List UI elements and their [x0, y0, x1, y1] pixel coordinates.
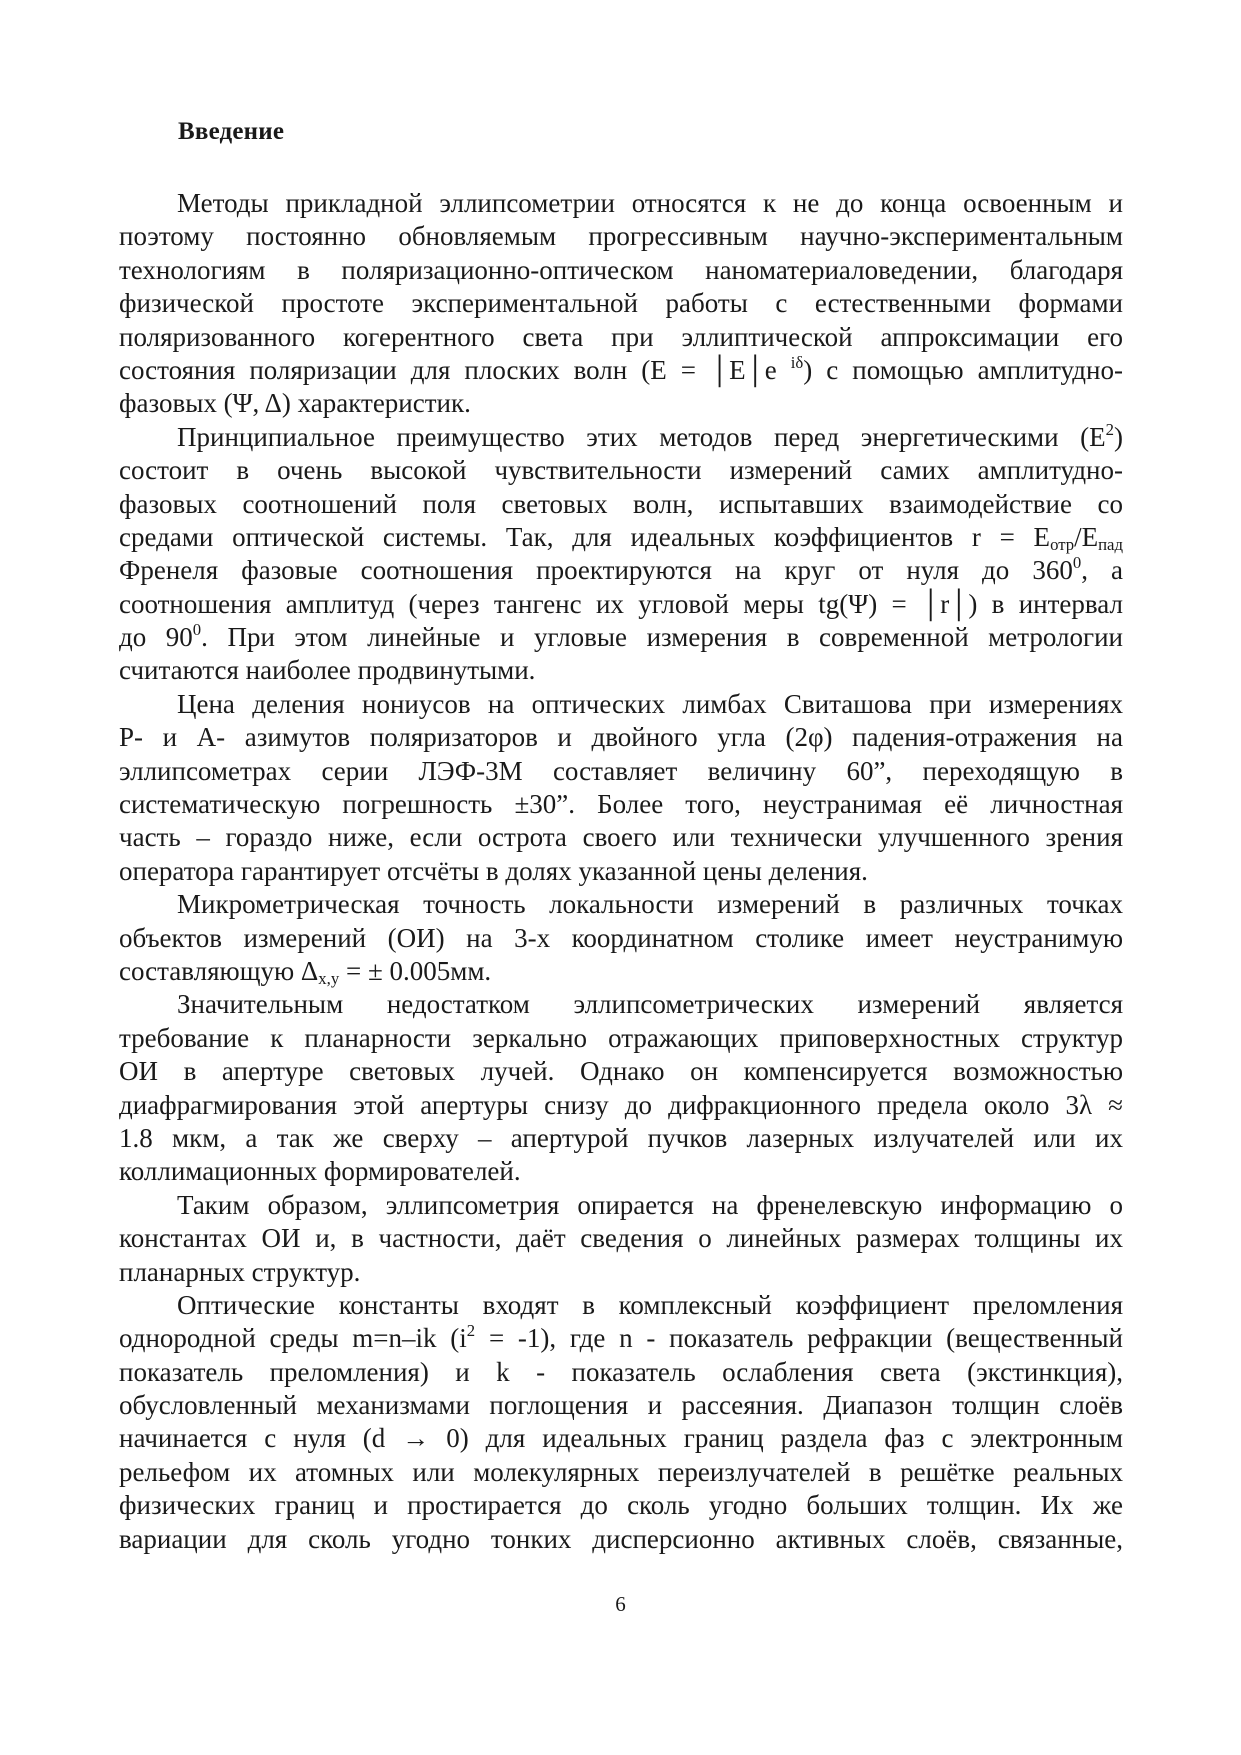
body-text — [119, 187, 1123, 1556]
text-line: физической простоте экспериментальной работы с естественными формами — [119, 288, 1123, 319]
text-line: обусловленный механизмами поглощения и рассеяния. Диапазон толщин слоёв — [119, 1390, 1123, 1421]
text-line: вариации для сколь угодно тонких дисперсионно активных слоёв, связанные, — [119, 1523, 1123, 1554]
text-line: планарных структур. — [119, 1256, 361, 1287]
text-line: оператора гарантирует отсчёты в долях указанной цены деления. — [119, 855, 868, 886]
text-line: состояния поляризации для плоских волн (E = │E│e $^{i\delta}$) с помощью амплитудно- — [119, 353, 1123, 385]
text-line: поэтому постоянно обновляемым прогрессивным научно-экспериментальным — [119, 221, 1123, 252]
text-line: константах ОИ и, в частности, даёт сведения о линейных размерах толщины их — [119, 1223, 1123, 1254]
text-line: Микрометрическая точность локальности измерений в различных точках — [177, 889, 1123, 920]
text-line: Цена деления нониусов на оптических лимбах Свиташова при измерениях — [177, 688, 1123, 719]
text-line: Таким образом, эллипсометрия опирается на френелевскую информацию о — [177, 1189, 1123, 1220]
text-line: считаются наиболее продвинутыми. — [119, 655, 536, 686]
text-line: диафрагмирования этой апертуры снизу до дифракционного предела около 3λ ≈ — [119, 1089, 1123, 1120]
section-heading: Введение — [178, 118, 285, 145]
text-line: Оптические константы входят в комплексный коэффициент преломления — [177, 1289, 1123, 1320]
text-line: требование к планарности зеркально отражающих приповерхностных структур — [119, 1022, 1123, 1053]
text-line: технологиям в поляризационно-оптическом наноматериаловедении, благодаря — [119, 254, 1123, 285]
text-line: эллипсометрах серии ЛЭФ-3М составляет величину 60”, переходящую в — [119, 755, 1123, 786]
text-line: ОИ в апертуре световых лучей. Однако он компенсируется возможностью — [119, 1056, 1123, 1087]
text-line: физических границ и простирается до сколь угодно больших толщин. Их же — [119, 1490, 1123, 1521]
text-line: Принципиальное преимущество этих методов перед энергетическими $(E^2)$ — [177, 419, 1123, 452]
text-line: коллимационных формирователей. — [119, 1156, 521, 1187]
text-line: Методы прикладной эллипсометрии относятся к не до конца освоенным и — [177, 188, 1123, 218]
text-line: показатель преломления) и k - показатель ослабления света (экстинкция), — [119, 1356, 1123, 1387]
text-line: систематическую погрешность ±30”. Более того, неустранимая её личностная — [119, 789, 1123, 820]
text-line: 1.8 мкм, а так же сверху – апертурой пучков лазерных излучателей или их — [119, 1122, 1123, 1153]
text-line: однородной среды m=n–ik $(i^2 = -1)$, где n - показатель рефракции (вещественный — [119, 1321, 1123, 1354]
text-line: объектов измерений (ОИ) на 3-х координатном столике имеет неустранимую — [119, 922, 1123, 953]
text-line: до $90^0$. При этом линейные и угловые измерения в современной метрологии — [119, 620, 1123, 653]
text-line: соотношения амплитуд (через тангенс их угловой меры tg(Ψ) = │r│) в интервал — [119, 588, 1123, 619]
text-line: рельефом их атомных или молекулярных переизлучателей в решётке реальных — [119, 1456, 1123, 1487]
text-line: часть – гораздо ниже, если острота своего или технически улучшенного зрения — [119, 822, 1123, 853]
text-line: P- и A- азимутов поляризаторов и двойного угла (2φ) падения-отражения на — [119, 722, 1123, 753]
text-line: начинается с нуля (d → 0) для идеальных границ раздела фаз с электронным — [119, 1423, 1123, 1454]
page-number: 6 — [615, 1592, 626, 1616]
text-line: Френеля фазовые соотношения проектируются на круг от нуля до $360^0$, а — [119, 553, 1124, 586]
text-line: Значительным недостатком эллипсометрических измерений является — [177, 989, 1123, 1020]
text-line: средами оптической системы. Так, для идеальных коэффициентов $r = E_{отр}/E_{пад}$ — [119, 521, 1123, 555]
text-line: поляризованного когерентного света при эллиптической аппроксимации его — [119, 321, 1123, 352]
text-line: фазовых соотношений поля световых волн, испытавших взаимодействие со — [119, 488, 1123, 519]
text-line: состоит в очень высокой чувствительности измерений самих амплитудно- — [119, 455, 1123, 486]
text-line: фазовых (Ψ, Δ) характеристик. — [119, 388, 471, 419]
text-line: составляющую $\Delta_{x,y}$ = ± 0.005мм. — [119, 955, 492, 989]
